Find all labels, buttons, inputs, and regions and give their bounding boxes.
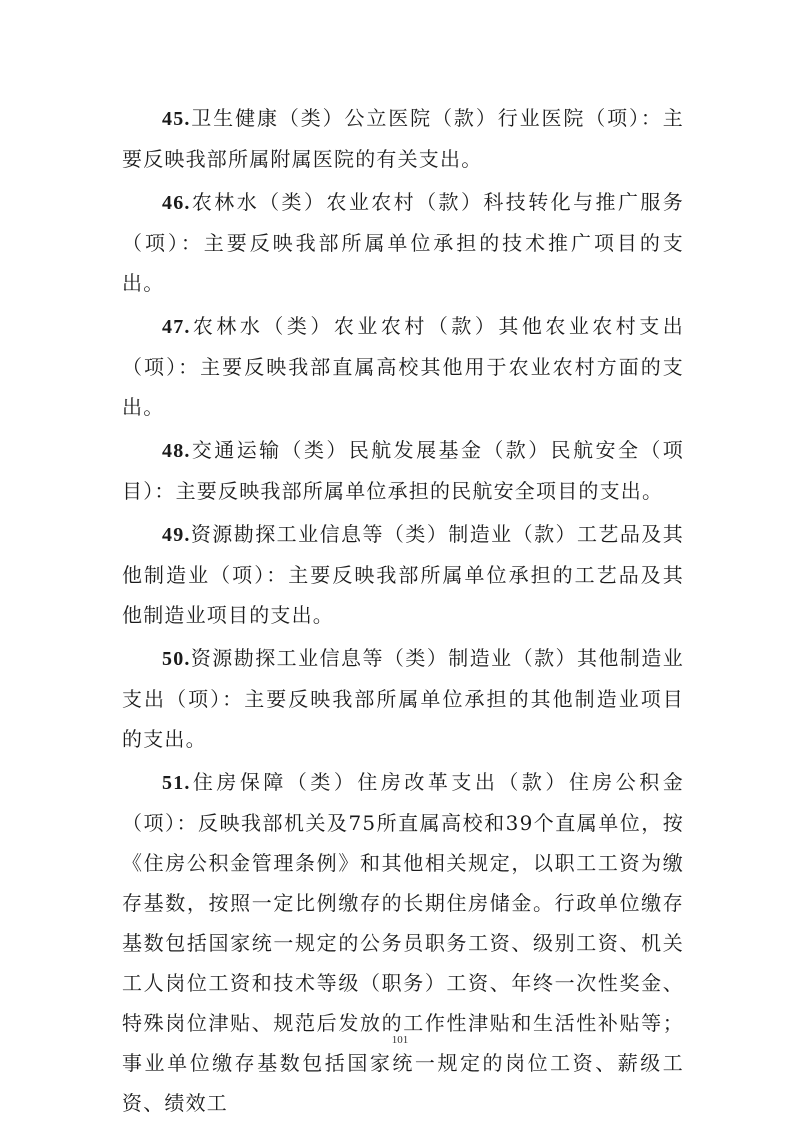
paragraph-number: 47. xyxy=(162,316,191,338)
paragraph-48 xyxy=(122,430,684,511)
paragraph-51 xyxy=(122,762,684,1123)
paragraph-49 xyxy=(122,514,684,635)
paragraph-text: 交通运输（类）民航发展基金（款）民航安全（项目）：主要反映我部所属单位承担的民航安全项目的支出。 xyxy=(122,438,684,503)
paragraph-50 xyxy=(122,638,684,759)
paragraph-text: 农林水（类）农业农村（款）其他农业农村支出（项）：主要反映我部直属高校其他用于农业农村方面的支出。 xyxy=(122,314,684,419)
paragraph-text: 卫生健康（类）公立医院（款）行业医院（项）：主要反映我部所属附属医院的有关支出。 xyxy=(122,106,684,171)
paragraph-number: 50. xyxy=(162,648,191,670)
paragraph-text: 资源勘探工业信息等（类）制造业（款）工艺品及其他制造业（项）：主要反映我部所属单位承担的工艺品及其他制造业项目的支出。 xyxy=(122,522,684,627)
document-body xyxy=(122,98,684,1126)
paragraph-45 xyxy=(122,98,684,179)
paragraph-number: 46. xyxy=(162,192,191,214)
paragraph-text: 农林水（类）农业农村（款）科技转化与推广服务（项）：主要反映我部所属单位承担的技术推广项目的支出。 xyxy=(122,190,684,295)
paragraph-47 xyxy=(122,306,684,427)
paragraph-46 xyxy=(122,182,684,303)
paragraph-number: 49. xyxy=(162,524,191,546)
paragraph-number: 45. xyxy=(162,108,191,130)
page-number: 101 xyxy=(391,1034,409,1046)
paragraph-text: 资源勘探工业信息等（类）制造业（款）其他制造业支出（项）：主要反映我部所属单位承担的其他制造业项目的支出。 xyxy=(122,646,684,751)
paragraph-number: 48. xyxy=(162,440,191,462)
paragraph-text: 住房保障（类）住房改革支出（款）住房公积金（项）：反映我部机关及75所直属高校和39个直属单位，按《住房公积金管理条例》和其他相关规定，以职工工资为缴存基数，按照一定比例缴存的长期住房储金。行政单位缴存基数包括国家统一规定的公务员职务工资、级别工资、机关工人岗位工资和技术等级（职务）工资、年终一次性奖金、特殊岗位津贴、规范后发放的工作性津贴和生活性补贴等；事业单位缴存基数包括国家统一规定的岗位工资、薪级工资、绩效工 xyxy=(122,770,684,1115)
paragraph-number: 51. xyxy=(162,772,191,794)
